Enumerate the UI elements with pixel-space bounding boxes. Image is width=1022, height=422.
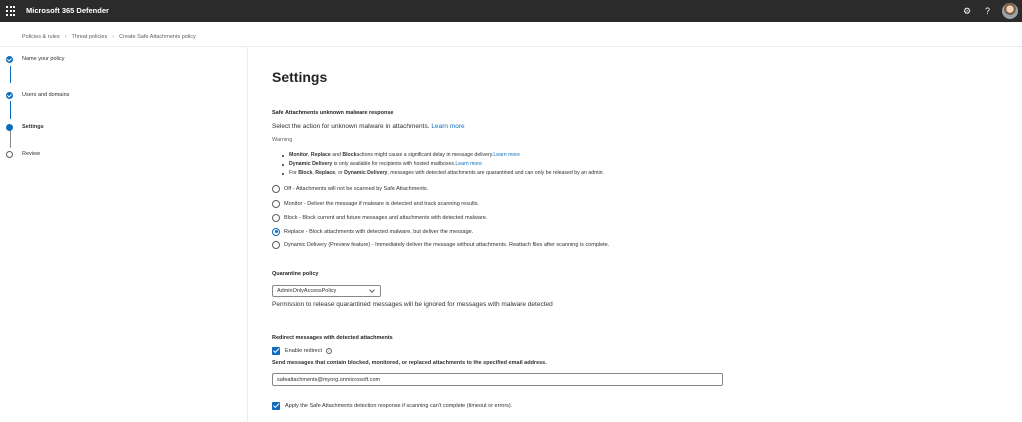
radio-replace[interactable] xyxy=(272,227,473,236)
step-users-and-domains[interactable] xyxy=(6,90,69,100)
top-bar xyxy=(0,0,1022,22)
breadcrumb-threat-policies[interactable]: Threat policies xyxy=(71,33,108,40)
step-connector xyxy=(10,66,11,83)
step-review[interactable] xyxy=(6,149,40,159)
quarantine-note: Permission to release quarantined messages will be ignored for messages with malware detected xyxy=(272,301,553,308)
step-name-your-policy[interactable] xyxy=(6,54,65,64)
input-value: safeattachments@myorg.onmicrosoft.com xyxy=(277,376,381,383)
step-label: Name your policy xyxy=(22,56,65,62)
malware-response-description: Select the action for unknown malware in attachments. Learn more xyxy=(272,123,465,130)
warning-bullets xyxy=(282,151,604,178)
malware-response-title: Safe Attachments unknown malware response xyxy=(272,110,394,116)
radio-off[interactable] xyxy=(272,184,428,193)
chevron-down-icon xyxy=(369,287,375,293)
learn-more-link[interactable]: Learn more xyxy=(493,152,520,158)
current-step-icon xyxy=(6,124,13,131)
info-icon[interactable]: i xyxy=(326,348,332,354)
quarantine-policy-title: Quarantine policy xyxy=(272,271,319,277)
checkbox-label: Enable redirect xyxy=(285,347,322,354)
step-label: Users and domains xyxy=(22,92,70,98)
apply-response-checkbox-row[interactable] xyxy=(272,401,512,410)
enable-redirect-checkbox[interactable] xyxy=(272,347,280,355)
checkmark-circle-icon xyxy=(6,92,13,99)
settings-gear-icon[interactable]: ⚙ xyxy=(963,6,972,16)
radio-label: Replace - Block attachments with detected malware, but deliver the message. xyxy=(284,228,474,235)
checkmark-circle-icon xyxy=(6,56,13,63)
radio-button[interactable] xyxy=(272,185,280,193)
step-label: Review xyxy=(22,151,41,157)
enable-redirect-checkbox-row[interactable] xyxy=(272,346,332,355)
radio-label: Block - Block current and future messages and attachments with detected malware. xyxy=(284,214,488,221)
radio-button[interactable] xyxy=(272,214,280,222)
step-connector xyxy=(10,101,11,119)
redirect-email-input[interactable] xyxy=(272,373,723,386)
radio-button[interactable] xyxy=(272,241,280,249)
redirect-title: Redirect messages with detected attachments xyxy=(272,335,393,341)
redirect-description: Send messages that contain blocked, monitored, or replaced attachments to the specified email address. xyxy=(272,360,547,366)
empty-circle-icon xyxy=(6,151,13,158)
app-launcher-icon[interactable] xyxy=(6,6,16,16)
quarantine-policy-dropdown[interactable] xyxy=(272,285,381,297)
list-item: Dynamic Delivery is only available for recipients with hosted mailboxes. Learn more xyxy=(282,160,604,169)
page-title: Settings xyxy=(272,69,328,85)
list-item: Monitor , Replace and Block actions might cause a significant delay in message delivery. Learn more xyxy=(282,151,604,160)
radio-button[interactable] xyxy=(272,228,280,236)
wizard-steps xyxy=(0,47,248,422)
radio-monitor[interactable] xyxy=(272,199,479,208)
breadcrumb-policies-rules[interactable]: Policies & rules xyxy=(22,33,60,40)
radio-block[interactable] xyxy=(272,213,487,222)
apply-response-checkbox[interactable] xyxy=(272,402,280,410)
radio-label: Off - Attachments will not be scanned by Safe Attachments. xyxy=(284,185,429,192)
breadcrumb xyxy=(22,32,196,41)
chevron-right-icon: › xyxy=(64,33,67,40)
radio-label: Monitor - Deliver the message if malware is detected and track scanning results. xyxy=(284,200,480,207)
step-label: Settings xyxy=(22,124,44,130)
warning-label: Warning xyxy=(272,137,293,143)
avatar[interactable] xyxy=(1002,3,1018,19)
dropdown-value: AdminOnlyAccessPolicy xyxy=(277,288,337,294)
checkbox-label: Apply the Safe Attachments detection response if scanning can't complete (timeout or errors). xyxy=(285,402,513,409)
learn-more-link[interactable]: Learn more xyxy=(455,161,482,167)
app-title[interactable]: Microsoft 365 Defender xyxy=(26,6,109,15)
chevron-right-icon: › xyxy=(112,33,115,40)
help-icon[interactable]: ? xyxy=(985,6,991,16)
breadcrumb-current-page: Create Safe Attachments policy xyxy=(119,33,196,40)
radio-label: Dynamic Delivery (Preview feature) - Immediately deliver the message without attachments. Reattach files after scanning is complete. xyxy=(284,241,610,248)
list-item: For Block , Replace , or Dynamic Delivery , messages with detected attachments are quarantined and can only be released by an admin. xyxy=(282,169,604,178)
learn-more-link[interactable]: Learn more xyxy=(431,123,465,130)
step-settings[interactable] xyxy=(6,122,44,132)
radio-button[interactable] xyxy=(272,200,280,208)
radio-dynamic-delivery[interactable] xyxy=(272,240,609,249)
